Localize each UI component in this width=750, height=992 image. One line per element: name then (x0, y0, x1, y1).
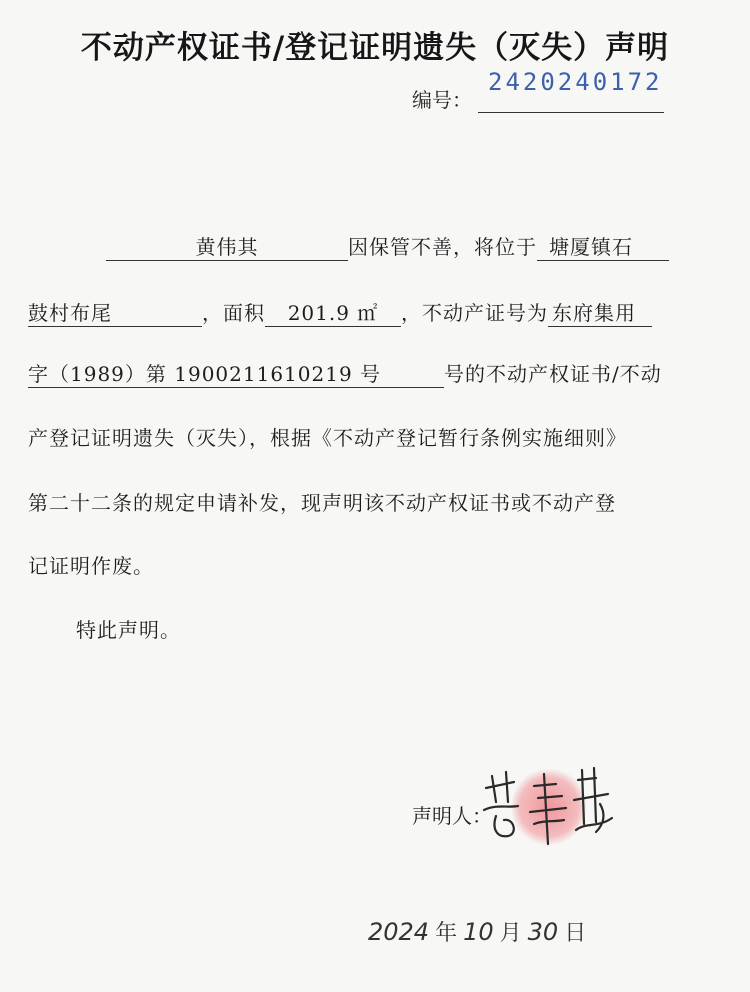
body-line-3 (28, 358, 662, 388)
date-month-char: 月 (499, 921, 522, 946)
cert-suffix: 号的不动产权证书/不动 (444, 362, 662, 386)
body-line-2 (28, 297, 652, 327)
body-line-1 (106, 231, 669, 261)
reason-text: 因保管不善，将位于 (348, 235, 537, 259)
location-part-2: 鼓村布尾 (28, 297, 202, 327)
area-value: 201.9 ㎡ (265, 297, 401, 327)
area-label: ，面积 (202, 301, 265, 325)
cert-label: ，不动产证号为 (401, 301, 548, 325)
location-part-1: 塘厦镇石 (537, 231, 669, 261)
serial-field (478, 68, 664, 113)
date-day: 30 (527, 918, 559, 946)
date-year-char: 年 (435, 921, 458, 946)
body-line-6: 记证明作废。 (28, 554, 154, 578)
cert-number-part-1: 东府集用 (548, 297, 652, 327)
serial-label: 编号： (412, 88, 472, 112)
date-day-char: 日 (564, 921, 587, 946)
body-line-4: 产登记证明遗失（灭失），根据《不动产登记暂行条例实施细则》 (28, 426, 627, 450)
closing-statement: 特此声明。 (76, 618, 181, 642)
document-title: 不动产权证书/登记证明遗失（灭失）声明 (80, 30, 670, 66)
owner-name: 黄伟其 (106, 231, 348, 261)
handwritten-signature (478, 758, 628, 853)
declarant-label: 声明人： (412, 804, 492, 828)
body-line-5: 第二十二条的规定申请补发，现声明该不动产权证书或不动产登 (28, 491, 616, 515)
serial-number (412, 68, 664, 113)
declaration-date (368, 916, 592, 947)
cert-number-part-2: 字（1989）第 1900211610219 号 (28, 358, 444, 388)
serial-value: 2420240172 (488, 68, 663, 96)
date-year: 2024 (368, 918, 430, 946)
date-month: 10 (463, 918, 494, 946)
